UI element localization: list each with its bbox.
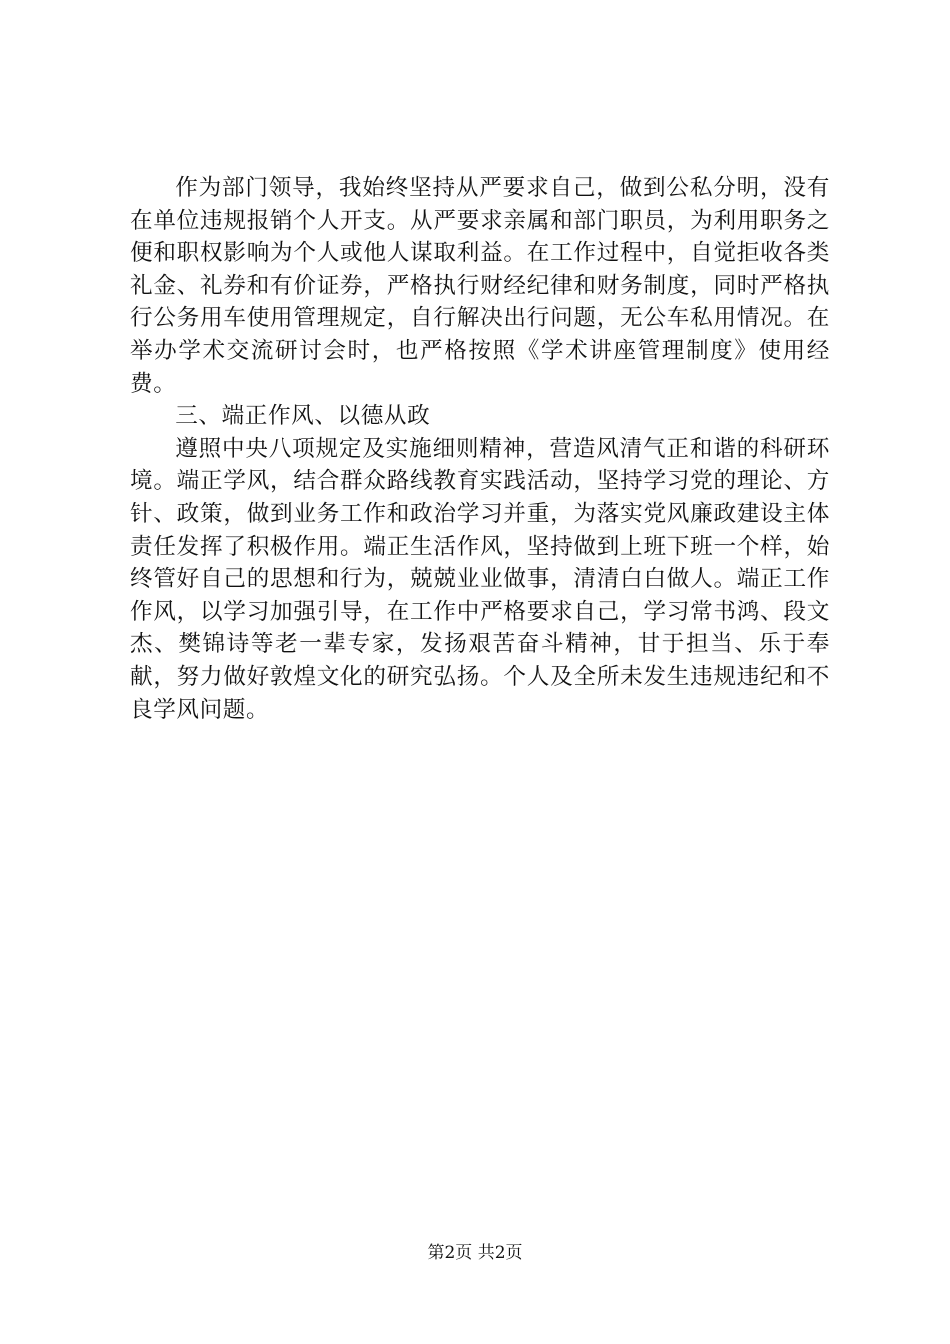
document-body xyxy=(130,172,830,726)
paragraph-conduct: 遵照中央八项规定及实施细则精神，营造风清气正和谐的科研环境。端正学风，结合群众路线教育实践活动，坚持学习党的理论、方针、政策，做到业务工作和政治学习并重，为落实党风廉政建设主体责任发挥了积极作用。端正生活作风，坚持做到上班下班一个样，始终管好自己的思想和行为，兢兢业业做事，清清白白做人。端正工作作风，以学习加强引导，在工作中严格要求自己，学习常书鸿、段文杰、樊锦诗等老一辈专家，发扬艰苦奋斗精神，甘于担当、乐于奉献，努力做好敦煌文化的研究弘扬。个人及全所未发生违规违纪和不良学风问题。 xyxy=(130,435,830,723)
page-footer: 第2页 共2页 xyxy=(427,1243,523,1263)
section-heading: 三、端正作风、以德从政 xyxy=(175,403,431,430)
paragraph-integrity: 作为部门领导，我始终坚持从严要求自己，做到公私分明，没有在单位违规报销个人开支。从严要求亲属和部门职员，为利用职务之便和职权影响为个人或他人谋取利益。在工作过程中，自觉拒收各类礼金、礼券和有价证券，严格执行财经纪律和财务制度，同时严格执行公务用车使用管理规定，自行解决出行问题，无公车私用情况。在举办学术交流研讨会时，也严格按照《学术讲座管理制度》使用经费。 xyxy=(130,175,830,397)
